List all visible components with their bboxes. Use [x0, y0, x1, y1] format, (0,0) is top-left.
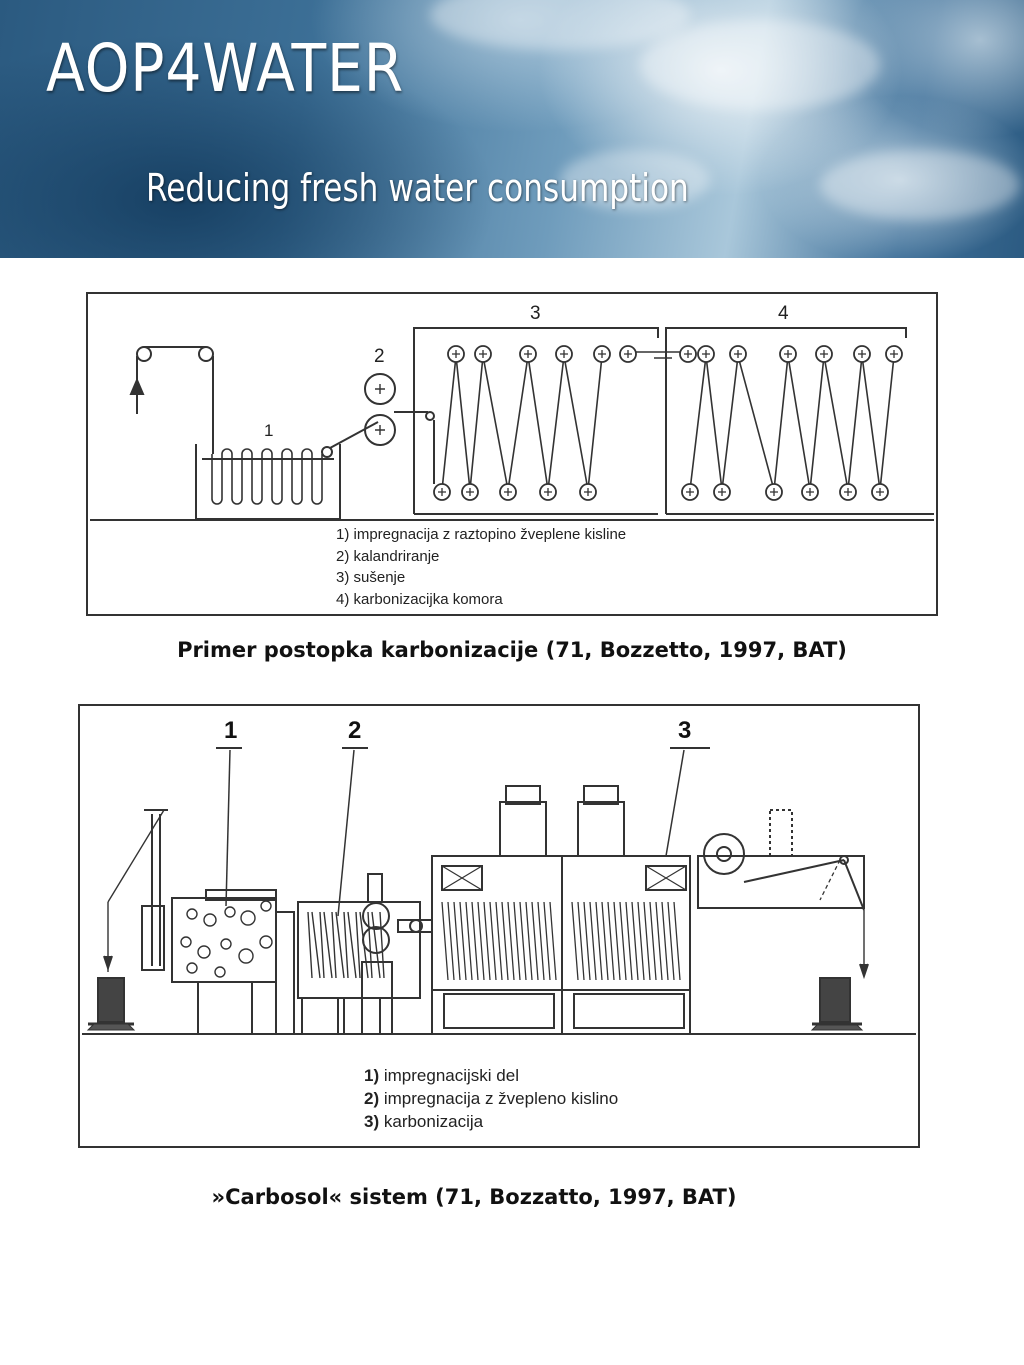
- legend-item: 1) impregnacija z raztopino žveplene kisline: [336, 526, 627, 543]
- label-2: 2: [374, 346, 385, 367]
- header-banner: [0, 0, 1024, 258]
- label-1: 1: [224, 717, 238, 744]
- label-1: 1: [264, 421, 274, 440]
- carbonization-process-diagram: [86, 292, 938, 616]
- figure2-caption: »Carbosol« sistem (71, Bozzatto, 1997, BAT): [211, 1185, 737, 1209]
- legend-item: 2) kalandriranje: [336, 547, 440, 565]
- banner-title: AOP4WATER: [46, 30, 405, 107]
- legend-item: 3) sušenje: [336, 569, 406, 586]
- legend-item: 3) karbonizacija: [364, 1112, 484, 1131]
- legend-item: 1) impregnacijski del: [364, 1066, 519, 1085]
- banner-subtitle: Reducing fresh water consumption: [146, 166, 689, 210]
- legend-item: 2) impregnacija z žvepleno kislino: [364, 1089, 619, 1108]
- label-3: 3: [530, 303, 541, 324]
- figure1-legend: [336, 524, 626, 610]
- figure1-caption: Primer postopka karbonizacije (71, Bozzetto, 1997, BAT): [177, 638, 847, 662]
- carbosol-system-diagram: [78, 704, 920, 1148]
- label-2: 2: [348, 717, 362, 744]
- figure2-legend: [364, 1064, 618, 1133]
- label-3: 3: [678, 717, 692, 744]
- legend-item: 4) karbonizacijka komora: [336, 590, 503, 608]
- label-4: 4: [778, 303, 789, 324]
